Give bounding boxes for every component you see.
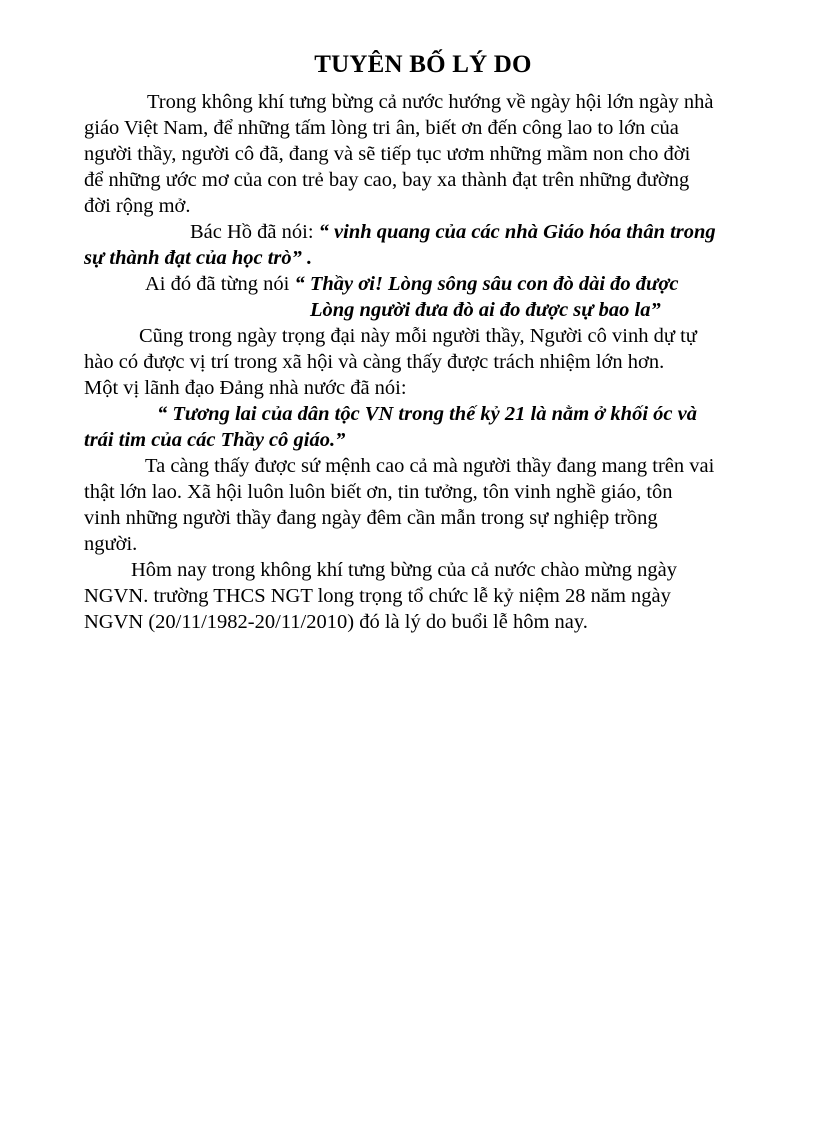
- quote-1-intro: Bác Hồ đã nói:: [190, 221, 319, 243]
- quote-1-text-line-2: sự thành đạt của học trò” .: [84, 247, 313, 269]
- quote-2-text-line-1: “ Thầy ơi! Lòng sông sâu con đò dài đo được: [294, 273, 679, 295]
- paragraph-3-line-2: thật lớn lao. Xã hội luôn luôn biết ơn, tin tưởng, tôn vinh nghề giáo, tôn: [84, 481, 673, 503]
- paragraph-4-line-2: NGVN. trường THCS NGT long trọng tổ chức lễ kỷ niệm 28 năm ngày: [84, 585, 671, 607]
- quote-2-line-1: [145, 271, 678, 297]
- paragraph-1-line-3: người thầy, người cô đã, đang và sẽ tiếp tục ươm những mầm non cho đời: [84, 143, 691, 165]
- paragraph-3-line-4: người.: [84, 533, 138, 555]
- paragraph-4-line-1: Hôm nay trong không khí tưng bừng của cả nước chào mừng ngày: [131, 559, 678, 581]
- paragraph-3-line-3: vinh những người thầy đang ngày đêm cần mẫn trong sự nghiệp trồng: [84, 507, 658, 529]
- page-title: TUYÊN BỐ LÝ DO: [314, 51, 532, 78]
- paragraph-1-line-1: Trong không khí tưng bừng cả nước hướng về ngày hội lớn ngày nhà: [147, 91, 714, 113]
- quote-1-text-line-1: “ vinh quang của các nhà Giáo hóa thân trong: [318, 221, 716, 243]
- quote-3-line-2: trái tim của các Thầy cô giáo.”: [84, 429, 346, 451]
- paragraph-1-line-4: để những ước mơ của con trẻ bay cao, bay xa thành đạt trên những đường: [84, 169, 690, 191]
- quote-3-line-1: “ Tương lai của dân tộc VN trong thế kỷ 21 là nằm ở khối óc và: [157, 403, 697, 425]
- paragraph-3-line-1: Ta càng thấy được sứ mệnh cao cả mà người thầy đang mang trên vai: [145, 455, 715, 477]
- paragraph-2-line-1: Cũng trong ngày trọng đại này mỗi người thầy, Người cô vinh dự tự: [139, 325, 697, 347]
- quote-2-text-line-2: Lòng người đưa đò ai đo được sự bao la”: [310, 299, 661, 321]
- paragraph-2-line-3: Một vị lãnh đạo Đảng nhà nước đã nói:: [84, 377, 407, 399]
- paragraph-1-line-2: giáo Việt Nam, để những tấm lòng tri ân, biết ơn đến công lao to lớn của: [84, 117, 679, 139]
- paragraph-1-line-5: đời rộng mở.: [84, 195, 191, 217]
- paragraph-4-line-3: NGVN (20/11/1982-20/11/2010) đó là lý do buổi lễ hôm nay.: [84, 611, 588, 633]
- quote-2-intro: Ai đó đã từng nói: [145, 273, 295, 295]
- paragraph-2-line-2: hào có được vị trí trong xã hội và càng thấy được trách nhiệm lớn hơn.: [84, 351, 665, 373]
- quote-1-line-1: [190, 219, 716, 245]
